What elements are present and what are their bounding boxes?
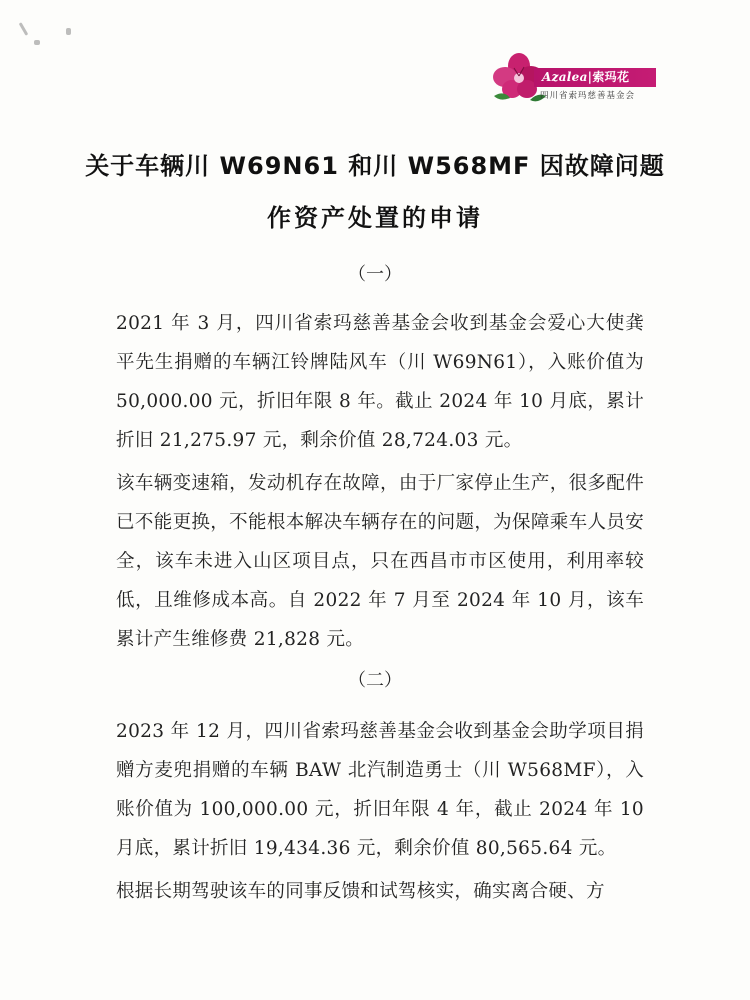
logo-brand-band — [534, 68, 656, 87]
logo-brand-latin: Azalea — [542, 70, 588, 84]
paragraph: 2021 年 3 月，四川省索玛慈善基金会收到基金会爱心大使龚平先生捐赠的车辆江铃牌陆风车（川 W69N61），入账价值为 50,000.00 元，折旧年限 8 年。截止 2024 年 10 月底，累计折旧 21,275.97 元，剩余价值 28,724.03 元。 — [116, 313, 644, 451]
paragraph: 该车辆变速箱，发动机存在故障，由于厂家停止生产，很多配件已不能更换，不能根本解决车辆存在的问题，为保障乘车人员安全，该车未进入山区项目点，只在西昌市市区使用，利用率较低，且维修成本高。自 2022 年 7 月至 2024 年 10 月，该车累计产生维修费 21,828 元。 — [116, 473, 644, 650]
section-heading-2: （二） — [348, 670, 402, 691]
scan-mark — [66, 28, 71, 35]
document-title-line1: 关于车辆川 W69N61 和川 W568MF 因故障问题 — [85, 152, 665, 180]
foundation-logo — [486, 44, 658, 110]
logo-brand-cn: 索玛花 — [592, 70, 630, 84]
section-heading-1: （一） — [348, 264, 402, 285]
document-title-line2: 作资产处置的申请 — [267, 204, 483, 232]
paragraph: 2023 年 12 月，四川省索玛慈善基金会收到基金会助学项目捐赠方麦兜捐赠的车辆 BAW 北汽制造勇士（川 W568MF），入账价值为 100,000.00 元，折旧年限 4 年，截止 2024 年 10 月底，累计折旧 19,434.36 元，剩余价值 80,565.64 元。 — [116, 721, 644, 859]
scan-mark — [19, 22, 29, 36]
paragraph: 根据长期驾驶该车的同事反馈和试驾核实，确实离合硬、方 — [116, 881, 605, 902]
logo-org-name: 四川省索玛慈善基金会 — [540, 91, 636, 101]
scan-mark — [34, 40, 40, 45]
logo-separator: | — [587, 70, 593, 84]
